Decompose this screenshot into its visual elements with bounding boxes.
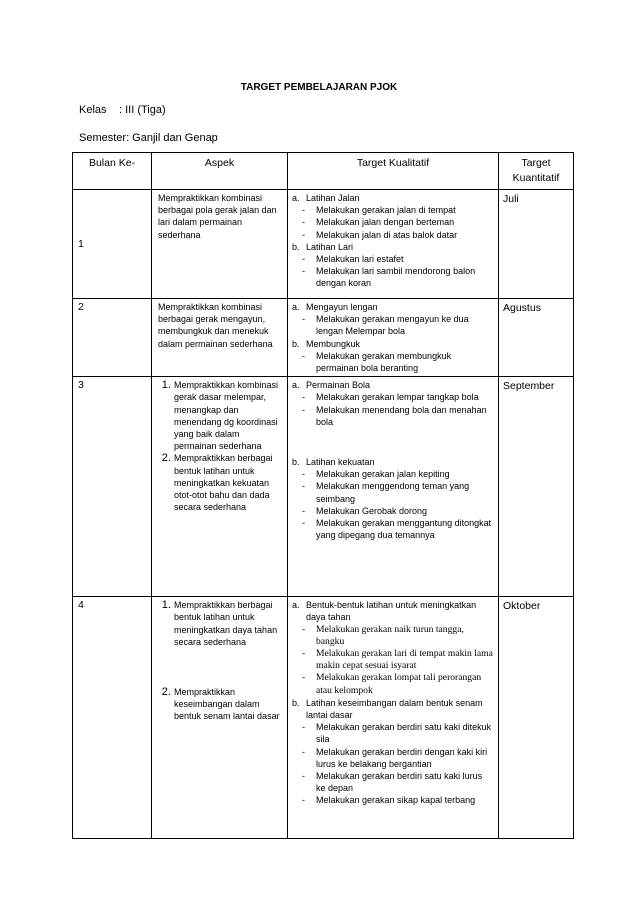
item-dash: -: [302, 469, 305, 480]
kualitatif-cell: [288, 190, 499, 299]
item-dash: -: [302, 404, 305, 415]
table-row: [73, 299, 574, 377]
item-text: Melakukan gerakan membungkuk permainan bola beranting: [316, 350, 452, 374]
aspek-list: [156, 599, 283, 722]
aspek-list: [156, 379, 283, 513]
item-text: Melakukan lari estafet: [316, 254, 404, 265]
kualitatif-item: [292, 391, 494, 403]
kualitatif-label: b.: [292, 457, 300, 468]
table-row: [73, 377, 574, 597]
kuantitatif-cell: Juli: [499, 190, 574, 299]
kualitatif-group: [292, 599, 494, 697]
kualitatif-heading-text: Bentuk-bentuk latihan untuk meningkatkan daya tahan: [306, 600, 477, 623]
table-row: [73, 190, 574, 299]
kualitatif-item: [292, 204, 494, 216]
kualitatif-item: [292, 794, 494, 806]
kualitatif-label: b.: [292, 697, 300, 708]
kualitatif-label: a.: [292, 193, 300, 203]
item-dash: -: [302, 205, 305, 216]
kualitatif-heading: [292, 301, 494, 313]
item-dash: -: [302, 266, 305, 277]
kualitatif-group: [292, 301, 494, 338]
kualitatif-cell: [288, 299, 499, 377]
item-dash: -: [302, 746, 305, 757]
kualitatif-group: [292, 241, 494, 290]
header-aspek: Aspek: [152, 153, 288, 190]
item-text: Melakukan menggendong teman yang seimbang: [316, 481, 470, 504]
kualitatif-item: [292, 746, 494, 770]
kualitatif-heading-text: Latihan keseimbangan dalam bentuk senam lantai dasar: [306, 697, 483, 721]
item-text: Melakukan gerakan berdiri satu kaki lurus ke depan: [316, 771, 483, 794]
kualitatif-cell: [288, 597, 499, 839]
item-dash: -: [302, 771, 305, 782]
item-dash: -: [302, 648, 306, 660]
bulan-cell: 3: [73, 377, 152, 597]
item-dash: -: [302, 217, 305, 228]
bulan-cell: 1: [73, 190, 152, 299]
kualitatif-heading-text: Permainan Bola: [306, 380, 371, 391]
aspek-text: Mempraktikkan kombinasi berbagai gerak mengayun, membungkuk dan menekuk dalam permainan sederhana: [158, 302, 273, 349]
item-dash: -: [302, 314, 305, 325]
table-header-row: [73, 153, 574, 190]
semester-line: Semester: Ganjil dan Genap: [79, 132, 218, 144]
header-kuantitatif: Target Kuantitatif: [499, 153, 574, 190]
item-dash: -: [302, 505, 305, 516]
kualitatif-item: [292, 648, 494, 672]
kuantitatif-cell: September: [499, 377, 574, 597]
item-dash: -: [302, 350, 305, 361]
item-text: Melakukan gerakan mengayun ke dua lengan Melempar bola: [316, 314, 469, 337]
kelas-line: [79, 104, 166, 116]
kualitatif-group: [292, 697, 494, 807]
item-text: Melakukan gerakan lari di tempat makin lama makin cepat sesuai isyarat: [316, 648, 493, 672]
kualitatif-heading: [292, 379, 494, 391]
item-dash: -: [302, 672, 306, 684]
kualitatif-item: [292, 350, 494, 374]
kualitatif-label: b.: [292, 338, 300, 349]
kualitatif-label: a.: [292, 302, 300, 312]
table-row: [73, 597, 574, 839]
aspek-cell: [152, 597, 288, 839]
kualitatif-item: [292, 672, 494, 696]
item-text: Melakukan gerakan berdiri satu kaki ditekuk sila: [316, 722, 492, 745]
kualitatif-item: [292, 404, 494, 428]
kualitatif-group: [292, 456, 494, 541]
kualitatif-item: [292, 517, 494, 541]
kelas-label: Kelas: [79, 104, 107, 116]
aspek-cell: [152, 377, 288, 597]
kualitatif-item: [292, 721, 494, 745]
kualitatif-label: a.: [292, 380, 300, 391]
kualitatif-cell: [288, 377, 499, 597]
item-dash: -: [302, 518, 305, 529]
kualitatif-group: [292, 192, 494, 241]
kuantitatif-cell: Agustus: [499, 299, 574, 377]
kualitatif-heading-text: Latihan Lari: [306, 241, 354, 252]
aspek-cell: [152, 190, 288, 299]
kualitatif-heading: [292, 241, 494, 253]
kualitatif-item: [292, 505, 494, 517]
item-text: Melakukan jalan di atas balok datar: [316, 229, 458, 240]
item-dash: -: [302, 795, 305, 806]
item-text: Melakukan gerakan lempar tangkap bola: [316, 392, 479, 403]
item-dash: -: [302, 229, 305, 240]
aspek-text: Mempraktikkan kombinasi berbagai pola gerak jalan dan lari dalam permainan sederhana: [158, 193, 277, 240]
kuantitatif-cell: Oktober: [499, 597, 574, 839]
header-bulan: Bulan Ke-: [73, 153, 152, 190]
kualitatif-heading: [292, 697, 494, 721]
item-dash: -: [302, 392, 305, 403]
kualitatif-item: [292, 216, 494, 228]
bulan-cell: 2: [73, 299, 152, 377]
item-text: Melakukan gerakan jalan kepiting: [316, 469, 450, 480]
kualitatif-heading: [292, 599, 494, 623]
kualitatif-label: b.: [292, 241, 300, 252]
kualitatif-item: [292, 468, 494, 480]
aspek-item: 2. Mempraktikkan keseimbangan dalam bentuk senam lantai dasar: [174, 686, 283, 723]
kualitatif-item: [292, 770, 494, 794]
item-text: Melakukan gerakan jalan di tempat: [316, 205, 456, 216]
header-kualitatif: Target Kualitatif: [288, 153, 499, 190]
item-text: Melakukan gerakan berdiri dengan kaki kiri lurus ke belakang bergantian: [316, 746, 488, 769]
kualitatif-item: [292, 253, 494, 265]
kualitatif-heading-text: Latihan kekuatan: [306, 457, 375, 468]
target-table: [72, 152, 574, 839]
document-title: TARGET PEMBELAJARAN PJOK: [240, 82, 398, 93]
item-text: Melakukan jalan dengan berteman: [316, 217, 455, 228]
kualitatif-item: [292, 624, 494, 648]
kelas-value: : III (Tiga): [119, 104, 166, 116]
kualitatif-item: [292, 480, 494, 504]
kualitatif-heading: [292, 456, 494, 468]
aspek-item: 1. Mempraktikkan kombinasi gerak dasar melempar, menangkap dan menendang dg koordinasi yang baik dalam permainan sederhana: [174, 379, 283, 452]
kualitatif-group: [292, 379, 494, 428]
kualitatif-heading: [292, 338, 494, 350]
item-text: Melakukan menendang bola dan menahan bola: [316, 404, 487, 427]
aspek-item: 2. Mempraktikkan berbagai bentuk latihan untuk meningkatkan kekuatan otot-otot bahu dan dada secara sederhana: [174, 452, 283, 513]
item-text: Melakukan gerakan menggantung ditongkat yang dipegang dua temannya: [316, 518, 492, 541]
aspek-cell: [152, 299, 288, 377]
item-dash: -: [302, 254, 305, 265]
kualitatif-heading-text: Mengayun lengan: [306, 302, 378, 312]
item-dash: -: [302, 623, 306, 635]
kualitatif-label: a.: [292, 600, 300, 611]
bulan-cell: 4: [73, 597, 152, 839]
item-text: Melakukan gerakan lompat tali perorangan atau kelompok: [316, 672, 482, 696]
kualitatif-item: [292, 229, 494, 241]
item-text: Melakukan lari sambil mendorong balon dengan koran: [316, 266, 476, 289]
kualitatif-heading-text: Membungkuk: [306, 338, 361, 349]
item-dash: -: [302, 722, 305, 733]
item-dash: -: [302, 481, 305, 492]
kualitatif-item: [292, 265, 494, 289]
kualitatif-heading-text: Latihan Jalan: [306, 193, 360, 203]
item-text: Melakukan gerakan naik turun tangga, bangku: [316, 623, 464, 647]
kualitatif-heading: [292, 192, 494, 204]
item-text: Melakukan gerakan sikap kapal terbang: [316, 795, 476, 806]
kualitatif-item: [292, 313, 494, 337]
kualitatif-group: [292, 338, 494, 375]
aspek-item: 1. Mempraktikkan berbagai bentuk latihan untuk meningkatkan daya tahan secara sederhana: [174, 599, 283, 648]
item-text: Melakukan Gerobak dorong: [316, 505, 428, 516]
